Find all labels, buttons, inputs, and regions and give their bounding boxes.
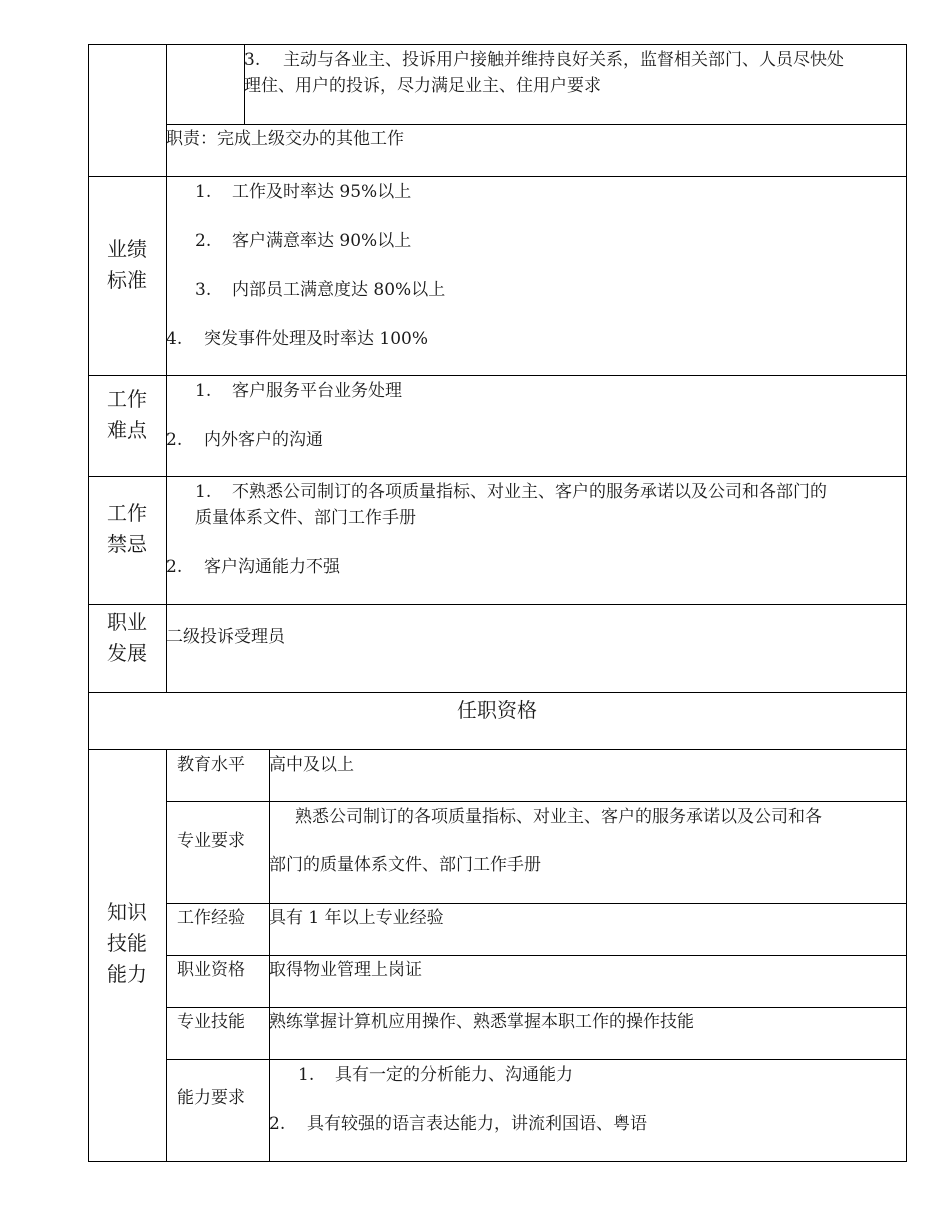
performance-item-4-text: 突发事件处理及时率达 100% — [204, 329, 429, 349]
duty-item-3-number: 3. — [244, 50, 261, 70]
career-text: 二级投诉受理员 — [166, 627, 285, 647]
performance-item-1-number: 1. — [195, 182, 212, 202]
duty-item-3-line-1: 主动与各业主、投诉用户接触并维持良好关系，监督相关部门、人员尽快处 — [283, 50, 844, 70]
major-label: 专业要求 — [177, 831, 245, 851]
performance-item-1-text: 工作及时率达 95%以上 — [232, 182, 412, 202]
difficulties-item-1-text: 客户服务平台业务处理 — [232, 381, 402, 401]
taboos-item-1-line-1: 不熟悉公司制订的各项质量指标、对业主、客户的服务承诺以及公司和各部门的 — [232, 482, 827, 502]
qualifications-label-3: 能力 — [107, 962, 147, 986]
performance-item-4-number: 4. — [166, 329, 183, 349]
certificate-label: 职业资格 — [177, 960, 245, 980]
performance-label-2: 标准 — [107, 268, 147, 292]
performance-item-2-number: 2. — [195, 231, 212, 251]
difficulties-item-2-text: 内外客户的沟通 — [204, 430, 323, 450]
ability-label: 能力要求 — [177, 1088, 245, 1108]
difficulties-item-2-number: 2. — [166, 430, 183, 450]
rule — [166, 1059, 907, 1060]
rule — [88, 692, 907, 693]
major-line-1: 熟悉公司制订的各项质量指标、对业主、客户的服务承诺以及公司和各 — [295, 807, 822, 827]
ability-item-1-number: 1. — [298, 1065, 315, 1085]
rule — [88, 176, 907, 177]
performance-item-3-text: 内部员工满意度达 80%以上 — [232, 280, 446, 300]
skills-label: 专业技能 — [177, 1012, 245, 1032]
duty-other: 职责：完成上级交办的其他工作 — [166, 129, 404, 149]
ability-item-1-text: 具有一定的分析能力、沟通能力 — [335, 1065, 573, 1085]
taboos-item-2-text: 客户沟通能力不强 — [204, 557, 340, 577]
ability-item-2-number: 2. — [269, 1114, 286, 1134]
rule — [88, 476, 907, 477]
performance-item-3-number: 3. — [195, 280, 212, 300]
rule — [166, 749, 167, 1162]
skills-value: 熟练掌握计算机应用操作、熟悉掌握本职工作的操作技能 — [269, 1012, 694, 1032]
taboos-label-1: 工作 — [107, 501, 147, 525]
education-value: 高中及以上 — [269, 755, 354, 775]
rule — [88, 44, 89, 1162]
rule — [88, 375, 907, 376]
education-label: 教育水平 — [177, 755, 245, 775]
rule — [88, 1161, 907, 1162]
career-label-2: 发展 — [107, 641, 147, 665]
taboos-label-2: 禁忌 — [107, 532, 147, 556]
performance-label-1: 业绩 — [107, 237, 147, 261]
taboos-item-1-line-2: 质量体系文件、部门工作手册 — [195, 508, 416, 528]
duty-item-3-line-2: 理住、用户的投诉，尽力满足业主、住用户要求 — [244, 76, 601, 96]
rule — [269, 749, 270, 1162]
difficulties-item-1-number: 1. — [195, 381, 212, 401]
taboos-item-2-number: 2. — [166, 557, 183, 577]
performance-item-2-text: 客户满意率达 90%以上 — [232, 231, 412, 251]
experience-value: 具有 1 年以上专业经验 — [269, 908, 444, 928]
certificate-value: 取得物业管理上岗证 — [269, 960, 422, 980]
experience-label: 工作经验 — [177, 908, 245, 928]
difficulties-label-2: 难点 — [107, 418, 147, 442]
ability-item-2-text: 具有较强的语言表达能力，讲流利国语、粤语 — [307, 1114, 647, 1134]
taboos-item-1-number: 1. — [195, 482, 212, 502]
rule — [166, 801, 907, 802]
major-line-2: 部门的质量体系文件、部门工作手册 — [269, 855, 541, 875]
rule — [88, 604, 907, 605]
rule — [88, 44, 907, 45]
rule — [88, 749, 907, 750]
rule — [906, 44, 907, 1162]
career-label-1: 职业 — [107, 610, 147, 634]
difficulties-label-1: 工作 — [107, 387, 147, 411]
qualifications-label-2: 技能 — [107, 931, 147, 955]
qualifications-label-1: 知识 — [107, 900, 147, 924]
qualifications-title: 任职资格 — [457, 698, 537, 722]
